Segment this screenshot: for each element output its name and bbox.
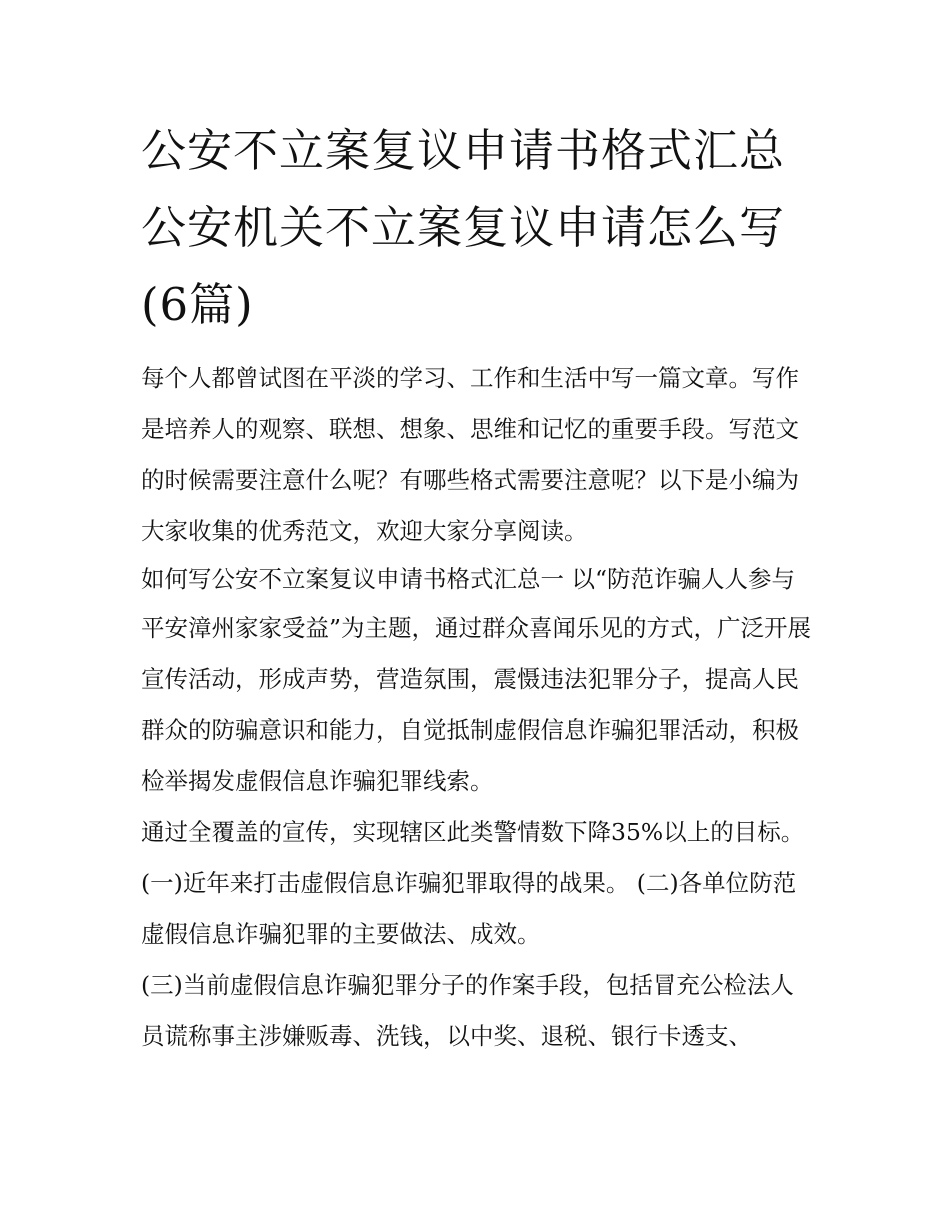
paragraph-methods: (三)当前虚假信息诈骗犯罪分子的作案手段，包括冒充公检法人员谎称事主涉嫌贩毒、洗钱，以中奖、退税、银行卡透支、 <box>141 971 794 1050</box>
paragraph-intro: 每个人都曾试图在平淡的学习、工作和生活中写一篇文章。写作是培养人的观察、联想、想象、思维和记忆的重要手段。写范文的时候需要注意什么呢？有哪些格式需要注意呢？以下是小编为大家收集的优秀范文，欢迎大家分享阅读。 <box>141 364 799 545</box>
document-body <box>141 112 816 1062</box>
document-title: 公安不立案复议申请书格式汇总 公安机关不立案复议申请怎么写(6篇) <box>141 124 786 331</box>
paragraph-section-one-heading: 如何写公安不立案复议申请书格式汇总一 以“防范诈骗人人参与 <box>141 565 795 593</box>
paragraph-theme: 平安漳州家家受益”为主题，通过群众喜闻乐见的方式，广泛开展宣传活动，形成声势，营造氛围，震慑违法犯罪分子，提高人民群众的防骗意识和能力，自觉抵制虚假信息诈骗犯罪活动，积极检举揭发虚假信息诈骗犯罪线索。 <box>141 614 812 795</box>
paragraph-goals: 通过全覆盖的宣传，实现辖区此类警情数下降35%以上的目标。 (一)近年来打击虚假信息诈骗犯罪取得的战果。 (二)各单位防范虚假信息诈骗犯罪的主要做法、成效。 <box>141 818 805 948</box>
